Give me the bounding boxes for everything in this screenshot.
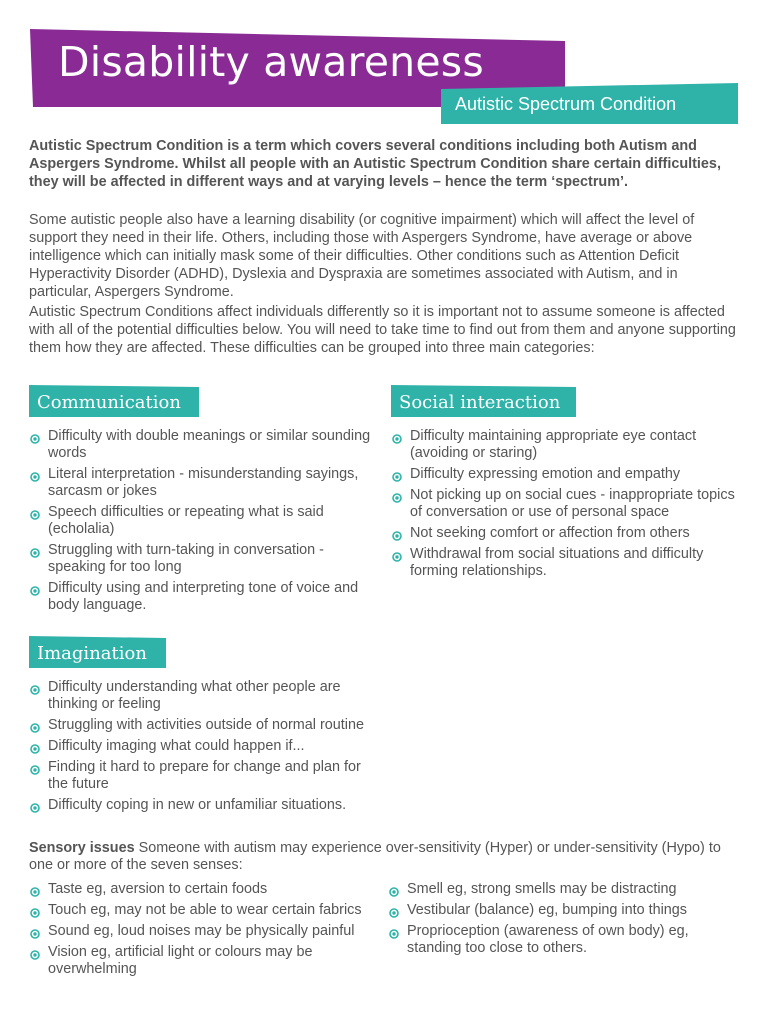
bullet-icon (392, 491, 402, 501)
list-item-text: Speech difficulties or repeating what is said (echolalia) (48, 504, 324, 537)
bullet-icon (30, 508, 40, 518)
sensory-list-left (29, 881, 379, 982)
list-item (29, 944, 379, 978)
social-list (391, 428, 736, 584)
list-item-text: Not seeking comfort or affection from others (410, 525, 690, 541)
bullet-icon (30, 948, 40, 958)
sensory-list-right (388, 881, 738, 961)
bullet-icon (30, 584, 40, 594)
list-item-text: Struggling with activities outside of normal routine (48, 717, 364, 733)
bullet-icon (30, 927, 40, 937)
list-item-text: Difficulty expressing emotion and empathy (410, 466, 681, 482)
list-item (388, 881, 738, 898)
bullet-icon (30, 546, 40, 556)
imagination-heading: Imagination (37, 643, 147, 664)
list-item-text: Proprioception (awareness of own body) eg, standing too close to others. (407, 923, 689, 956)
list-item (29, 542, 374, 576)
intro-summary: Autistic Spectrum Condition is a term which covers several conditions including both Autism and Aspergers Syndrome. Whilst all people with an Autistic Spectrum Condition share certain difficulties, they will be affected in different ways and at varying levels – hence the term ‘spectrum’. (29, 138, 721, 190)
list-item (29, 466, 374, 500)
list-item-text: Not picking up on social cues - inappropriate topics of conversation or use of personal space (410, 487, 735, 520)
list-item (29, 881, 379, 898)
sensory-text: Someone with autism may experience over-sensitivity (Hyper) or under-sensitivity (Hypo) to one or more of the seven senses: (29, 840, 721, 873)
list-item (29, 759, 374, 793)
list-item-text: Difficulty maintaining appropriate eye contact (avoiding or staring) (410, 428, 697, 461)
list-item-text: Difficulty imaging what could happen if... (48, 738, 305, 754)
list-item (391, 487, 736, 521)
list-item (391, 546, 736, 580)
bullet-icon (30, 906, 40, 916)
list-item-text: Vestibular (balance) eg, bumping into things (407, 902, 687, 918)
list-item (388, 923, 738, 957)
bullet-icon (392, 529, 402, 539)
communication-list (29, 428, 374, 618)
list-item (29, 717, 374, 734)
bullet-icon (392, 432, 402, 442)
list-item-text: Vision eg, artificial light or colours may be overwhelming (48, 944, 313, 977)
list-item (29, 504, 374, 538)
list-item-text: Difficulty with double meanings or similar sounding words (48, 428, 371, 461)
bullet-icon (30, 885, 40, 895)
bullet-icon (30, 683, 40, 693)
bullet-icon (392, 470, 402, 480)
list-item (391, 428, 736, 462)
bullet-icon (30, 432, 40, 442)
list-item-text: Sound eg, loud noises may be physically painful (48, 923, 355, 939)
intro-paragraph-2: Autistic Spectrum Conditions affect individuals differently so it is important not to assume someone is affected with all of the potential difficulties below. You will need to take time to find out from them and anyone supporting them how they are affected. These difficulties can be grouped into three main categories: (29, 304, 736, 356)
list-item-text: Struggling with turn-taking in conversation - speaking for too long (48, 542, 324, 575)
list-item (29, 679, 374, 713)
list-item (29, 738, 374, 755)
intro-paragraph-1: Some autistic people also have a learning disability (or cognitive impairment) which will affect the level of support they need in their life. Others, including those with Aspergers Syndrome, have average or above intelligence which can initially mask some of their difficulties. Other conditions such as Attention Deficit Hyperactivity Disorder (ADHD), Dyslexia and Dyspraxia are sometimes associated with Autism, and in particular, Aspergers Syndrome. (29, 212, 695, 300)
list-item (29, 923, 379, 940)
page-title: Disability awareness (58, 38, 484, 86)
list-item-text: Difficulty coping in new or unfamiliar situations. (48, 797, 347, 813)
bullet-icon (30, 721, 40, 731)
list-item (29, 428, 374, 462)
sensory-intro (29, 840, 741, 874)
bullet-icon (389, 906, 399, 916)
list-item-text: Literal interpretation - misunderstanding sayings, sarcasm or jokes (48, 466, 359, 499)
bullet-icon (389, 927, 399, 937)
list-item (391, 466, 736, 483)
bullet-icon (392, 550, 402, 560)
bullet-icon (30, 763, 40, 773)
list-item-text: Taste eg, aversion to certain foods (48, 881, 268, 897)
list-item-text: Finding it hard to prepare for change and plan for the future (48, 759, 361, 792)
bullet-icon (30, 801, 40, 811)
list-item-text: Smell eg, strong smells may be distracting (407, 881, 677, 897)
list-item-text: Difficulty using and interpreting tone of voice and body language. (48, 580, 359, 613)
bullet-icon (389, 885, 399, 895)
list-item (29, 580, 374, 614)
sensory-label: Sensory issues (29, 840, 135, 856)
list-item-text: Withdrawal from social situations and difficulty forming relationships. (410, 546, 704, 579)
list-item (391, 525, 736, 542)
imagination-list (29, 679, 374, 818)
list-item-text: Difficulty understanding what other people are thinking or feeling (48, 679, 341, 712)
list-item (29, 902, 379, 919)
communication-heading: Communication (37, 392, 181, 413)
bullet-icon (30, 470, 40, 480)
list-item (29, 797, 374, 814)
page-subtitle: Autistic Spectrum Condition (455, 94, 677, 114)
list-item-text: Touch eg, may not be able to wear certain fabrics (48, 902, 362, 918)
bullet-icon (30, 742, 40, 752)
social-heading: Social interaction (399, 392, 561, 413)
list-item (388, 902, 738, 919)
